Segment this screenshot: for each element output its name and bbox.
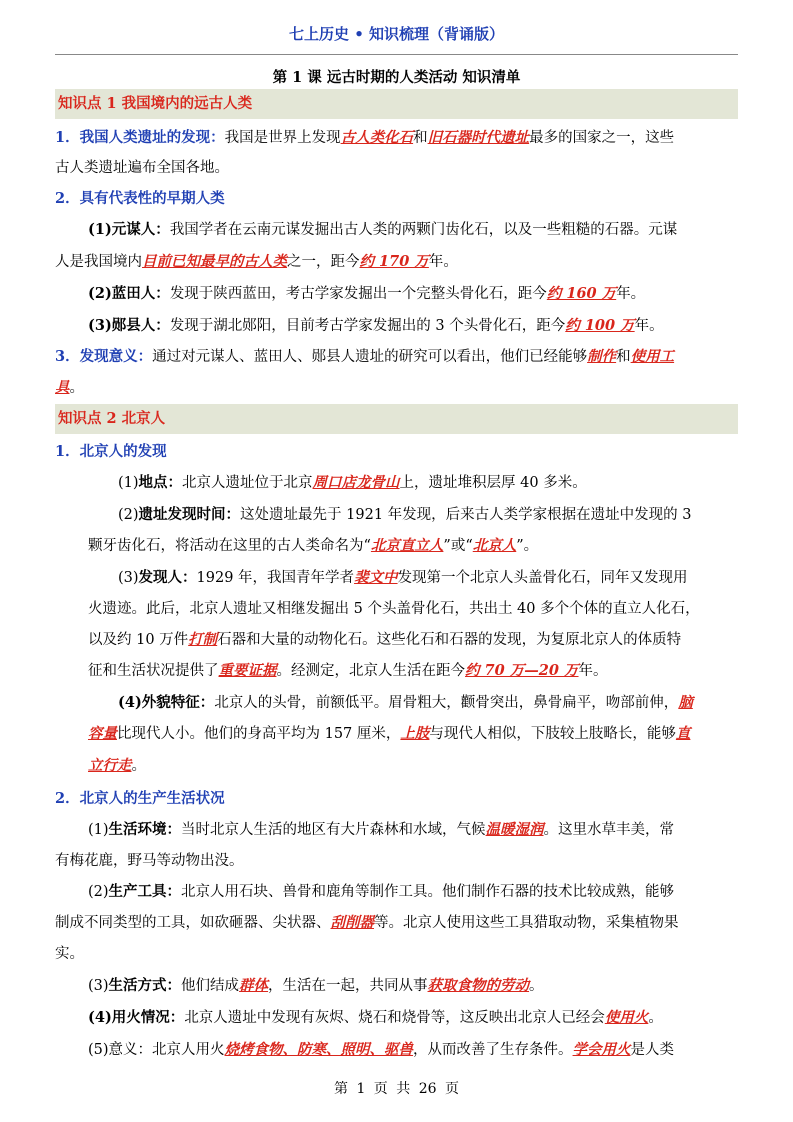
finder-line3: 以及约 10 万件打制石器和大量的动物化石。这些化石和石器的发现，为复原北京人的体质特 (88, 631, 682, 648)
kp1-point3: 3．发现意义：通过对元谋人、蓝田人、郧县人遗址的研究可以看出，他们已经能够制作和使用工 (55, 348, 675, 365)
appearance-line1: (4)外貌特征：北京人的头骨，前额低平。眉骨粗大，颧骨突出，鼻骨扁平，吻部前伸，脑 (118, 694, 693, 711)
page-footer: 第 1 页 共 26 页 (334, 1081, 459, 1097)
kp1-point1: 1．我国人类遗址的发现：我国是世界上发现古人类化石和旧石器时代遗址最多的国家之一，这些 (55, 129, 675, 146)
location-line: (1)地点：北京人遗址位于北京周口店龙骨山上，遗址堆积层厚 40 多米。 (118, 474, 587, 491)
fire-use-line: (4)用火情况：北京人遗址中发现有灰烬、烧石和烧骨等，这反映出北京人已经会使用火。 (88, 1009, 663, 1026)
environment-line2: 有梅花鹿，野马等动物出没。 (55, 853, 244, 869)
tools-line1: (2)生产工具：北京人用石块、兽骨和鹿角等制作工具。他们制作石器的技术比较成熟，能够 (88, 883, 675, 900)
appearance-line3: 立行走。 (88, 757, 146, 774)
appearance-line2: 容量比现代人小。他们的身高平均为 157 厘米，上肢与现代人相似，下肢较上肢略长，能够直 (88, 725, 691, 742)
running-header: 七上历史 • 知识梳理（背诵版） (55, 20, 738, 55)
section-bar-kp1: 知识点 1 我国境内的远古人类 (55, 89, 738, 119)
lifestyle-line: (3)生活方式：他们结成群体，生活在一起，共同从事获取食物的劳动。 (88, 977, 544, 994)
discovery-time-line1: (2)遗址发现时间：这处遗址最先于 1921 年发现，后来古人类学家根据在遗址中发现的 3 (118, 506, 692, 523)
lantian-line: (2)蓝田人：发现于陕西蓝田，考古学家发掘出一个完整头骨化石，距今约 160 万年。 (88, 285, 646, 302)
environment-line1: (1)生活环境：当时北京人生活的地区有大片森林和水域，气候温暖湿润。这里水草丰美，常 (88, 821, 675, 838)
finder-line1: (3)发现人：1929 年，我国青年学者裴文中发现第一个北京人头盖骨化石，同年又发现用 (118, 569, 688, 586)
kp1-point3-cont: 具。 (55, 379, 84, 396)
significance-line: (5)意义：北京人用火烧烤食物、防寒、照明、驱兽，从而改善了生存条件。学会用火是人类 (88, 1041, 675, 1058)
finder-line2: 火遗迹。此后，北京人遗址又相继发掘出 5 个头盖骨化石，共出土 40 多个个体的直立人化石， (88, 601, 700, 617)
tools-line2: 制成不同类型的工具，如砍砸器、尖状器、刮削器等。北京人使用这些工具猎取动物，采集植物果 (55, 914, 679, 931)
discovery-time-line2: 颗牙齿化石，将活动在这里的古人类命名为“北京直立人”或“北京人”。 (88, 537, 539, 554)
yuanmou-line1: (1)元谋人：我国学者在云南元谋发掘出古人类的两颗门齿化石，以及一些粗糙的石器。元谋 (88, 221, 678, 238)
lesson-title: 第 1 课 远古时期的人类活动 知识清单 (272, 69, 521, 86)
section-bar-kp2: 知识点 2 北京人 (55, 404, 738, 434)
kp2-point2-heading: 2．北京人的生产生活状况 (55, 790, 225, 807)
tools-line3: 实。 (55, 946, 84, 962)
kp1-point2-heading: 2．具有代表性的早期人类 (55, 190, 225, 207)
yunxian-line: (3)郧县人：发现于湖北郧阳，目前考古学家发掘出的 3 个头骨化石，距今约 100 万年。 (88, 317, 664, 334)
kp2-point1-heading: 1．北京人的发现 (55, 443, 167, 460)
kp1-point1-cont: 古人类遗址遍布全国各地。 (55, 160, 229, 176)
yuanmou-line2: 人是我国境内目前已知最早的古人类之一，距今约 170 万年。 (55, 253, 458, 270)
finder-line4: 征和生活状况提供了重要证据。经测定，北京人生活在距今约 70 万—20 万年。 (88, 662, 608, 679)
